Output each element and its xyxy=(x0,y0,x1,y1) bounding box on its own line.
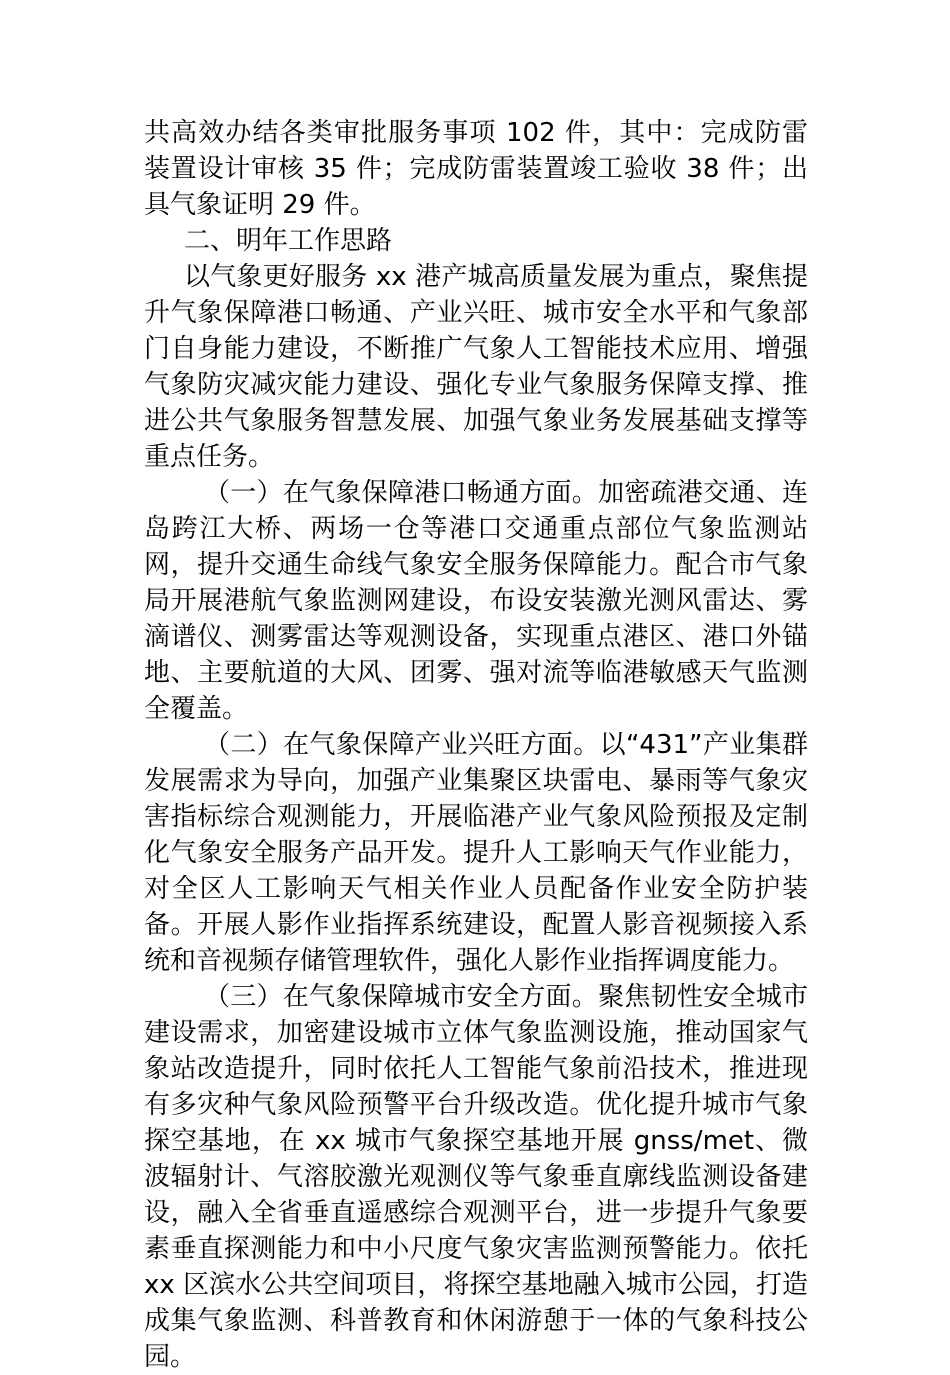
paragraph-approval-summary: 共高效办结各类审批服务事项 102 件，其中：完成防雷装置设计审核 35 件；完成防雷装置竣工验收 38 件；出具气象证明 29 件。 xyxy=(144,118,808,220)
paragraph-industry-support: （二）在气象保障产业兴旺方面。以“431”产业集群发展需求为导向，加强产业集聚区块雷电、暴雨等气象灾害指标综合观测能力，开展临港产业气象风险预报及定制化气象安全服务产品开发。提升人工影响天气作业能力，对全区人工影响天气相关作业人员配备作业安全防护装备。开展人影作业指挥系统建设，配置人影音视频接入系统和音视频存储管理软件，强化人影作业指挥调度能力。 xyxy=(144,730,808,976)
paragraph-overview: 以气象更好服务 xx 港产城高质量发展为重点，聚焦提升气象保障港口畅通、产业兴旺、城市安全水平和气象部门自身能力建设，不断推广气象人工智能技术应用、增强气象防灾减灾能力建设、强化专业气象服务保障支撑、推进公共气象服务智慧发展、加强气象业务发展基础支撑等重点任务。 xyxy=(144,262,808,472)
paragraph-port-support: （一）在气象保障港口畅通方面。加密疏港交通、连岛跨江大桥、两场一仓等港口交通重点部位气象监测站网，提升交通生命线气象安全服务保障能力。配合市气象局开展港航气象监测网建设，布设安装激光测风雷达、雾滴谱仪、测雾雷达等观测设备，实现重点港区、港口外锚地、主要航道的大风、团雾、强对流等临港敏感天气监测全覆盖。 xyxy=(144,478,808,724)
document-body xyxy=(144,115,808,1375)
paragraph-city-safety: （三）在气象保障城市安全方面。聚焦韧性安全城市建设需求，加密建设城市立体气象监测设施，推动国家气象站改造提升，同时依托人工智能气象前沿技术，推进现有多灾种气象风险预警平台升级改造。优化提升城市气象探空基地，在 xx 城市气象探空基地开展 gnss/met、微波辐射计、气溶胶激光观测仪等气象垂直廓线监测设备建设，融入全省垂直遥感综合观测平台，进一步提升气象要素垂直探测能力和中小尺度气象灾害监测预警能力。依托 xx 区滨水公共空间项目，将探空基地融入城市公园，打造成集气象监测、科普教育和休闲游憩于一体的气象科技公园。 xyxy=(144,982,808,1372)
section-heading-next-year-plan: 二、明年工作思路 xyxy=(184,226,393,256)
